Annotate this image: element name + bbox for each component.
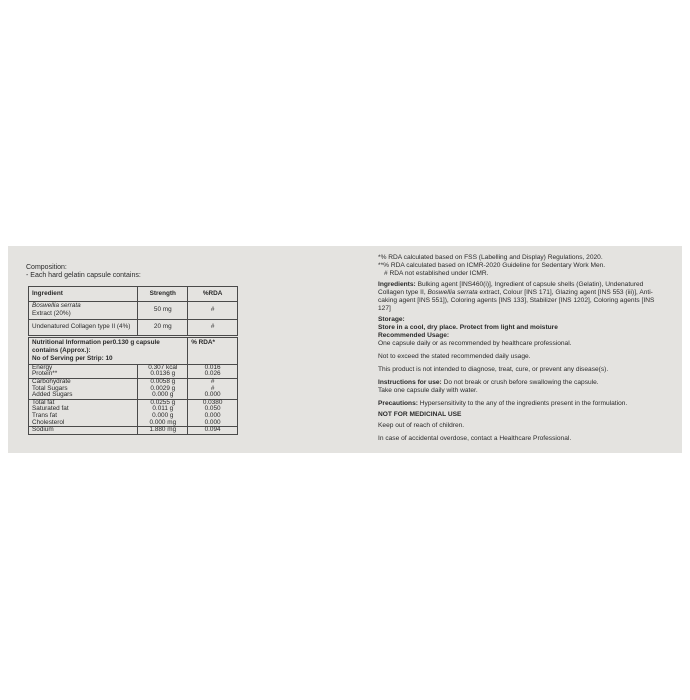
ingredients-italic: Boswellia serrata [427, 289, 478, 296]
nutrient-name: Added Sugars [29, 392, 138, 399]
ingredient-cell: Undenatured Collagen type II (4%) [29, 319, 138, 335]
nutrient-name: Carbohydrate [29, 379, 138, 386]
composition-header-row [29, 286, 238, 301]
ingredients-part-b: extract, Colour [INS 171], Glazing agent [INS 553 (iii)], Anti-caking agent [INS 551]), Coloring agents [INS 133], Stabilizer [INS 1202], Coloring agents [INS 127] [378, 289, 655, 312]
composition-row [29, 319, 238, 335]
precautions-body: Hypersensitivity to the any of the ingredients present in the formulation. [417, 400, 628, 407]
composition-subtitle: - Each hard gelatin capsule contains: [26, 272, 141, 280]
nutrient-amount: 0.0136 g [138, 371, 188, 378]
nutrient-amount: 0.0029 g [138, 386, 188, 393]
ingredient-cell [29, 301, 138, 319]
nutrient-rda: 0.000 [188, 420, 238, 427]
nutrient-amount: 0.000 g [138, 413, 188, 420]
nutrient-rda: 0.094 [188, 427, 238, 435]
nutrition-header-row [29, 337, 238, 364]
ingredients-label: Ingredients: [378, 281, 416, 288]
nutrient-rda: 0.000 [188, 413, 238, 420]
nutrient-name: Energy [29, 364, 138, 371]
nutrient-row [29, 427, 238, 435]
nutrient-name: Saturated fat [29, 406, 138, 413]
nutrient-name: Sodium [29, 427, 138, 435]
composition-table [28, 286, 238, 336]
nutrient-amount: 0.000 mg [138, 420, 188, 427]
nutrient-name: Total fat [29, 399, 138, 406]
nutrient-amount: 0.0255 g [138, 399, 188, 406]
precautions-label: Precautions: [378, 400, 418, 407]
nutrition-header [29, 337, 188, 364]
ingredient-rest: Extract (20%) [32, 310, 71, 318]
instructions-text-2: Take one capsule daily with water. [378, 387, 478, 394]
nutrient-rda: 0.000 [188, 392, 238, 399]
instructions-label: Instructions for use: [378, 379, 442, 386]
rda-cell: # [188, 301, 238, 319]
nutrient-rda: # [188, 379, 238, 386]
nutrient-name: Cholesterol [29, 420, 138, 427]
info-panel [378, 254, 668, 443]
nutrient-rda: 0.026 [188, 371, 238, 378]
nutrient-amount: 0.307 kcal [138, 364, 188, 371]
rda-note-1: *% RDA calculated based on FSS (Labelling and Display) Regulations, 2020. [378, 254, 603, 261]
nutrition-table [28, 337, 238, 435]
instructions-text [378, 379, 668, 387]
ingredient-italic: Boswellia serrata [32, 301, 81, 309]
usage-text-1: One capsule daily or as recommended by healthcare professional. [378, 340, 572, 347]
medicinal-warning: NOT FOR MEDICINAL USE [378, 411, 462, 418]
servings-text: No of Serving per Strip: 10 [32, 355, 113, 363]
storage-text: Store in a cool, dry place. Protect from light and moisture [378, 324, 558, 331]
strength-cell: 50 mg [138, 301, 188, 319]
rda-note-2: **% RDA calculated based on ICMR-2020 Guideline for Sedentary Work Men. [378, 262, 606, 269]
nutrition-header-text: Nutritional Information per0.130 g capsule contains (Approx.): [32, 338, 160, 355]
nutrient-amount: 1.880 mg [138, 427, 188, 435]
nutrient-amount: 0.011 g [138, 406, 188, 413]
reach-warning: Keep out of reach of children. [378, 422, 465, 429]
rda-note-3: # RDA not established under ICMR. [384, 270, 489, 277]
composition-row [29, 301, 238, 319]
nutrient-rda: 0.016 [188, 364, 238, 371]
rda-cell: # [188, 319, 238, 335]
label-strip [8, 246, 682, 453]
ingredient-header: Ingredient [29, 286, 138, 301]
precautions-text [378, 400, 668, 408]
usage-text-2: Not to exceed the stated recommended daily usage. [378, 353, 531, 360]
overdose-warning: In case of accidental overdose, contact a Healthcare Professional. [378, 435, 572, 442]
nutrient-amount: 0.0058 g [138, 379, 188, 386]
ingredients-part-a: Bulking agent [INS460(i)], Ingredient of capsule shells (Gelatin), Undenatured Collagen type II, [378, 281, 644, 296]
nutrient-rda: # [188, 386, 238, 393]
storage-label: Storage: [378, 316, 405, 323]
nutrient-amount: 0.000 g [138, 392, 188, 399]
nutrition-rda-header: % RDA* [188, 337, 238, 364]
rda-header: %RDA [188, 286, 238, 301]
composition-panel [26, 264, 246, 435]
ingredients-text [378, 281, 668, 313]
strength-cell: 20 mg [138, 319, 188, 335]
nutrient-rda: 0.0380 [188, 399, 238, 406]
composition-title: Composition: [26, 264, 67, 271]
strength-header: Strength [138, 286, 188, 301]
nutrient-rda: 0.050 [188, 406, 238, 413]
instructions-body: Do not break or crush before swallowing the capsule. [441, 379, 599, 386]
usage-text-3: This product is not intended to diagnose, treat, cure, or prevent any disease(s). [378, 366, 609, 373]
nutrient-name: Trans fat [29, 413, 138, 420]
nutrient-name: Protein** [29, 371, 138, 378]
usage-label: Recommended Usage: [378, 332, 450, 339]
nutrient-name: Total Sugars [29, 386, 138, 393]
